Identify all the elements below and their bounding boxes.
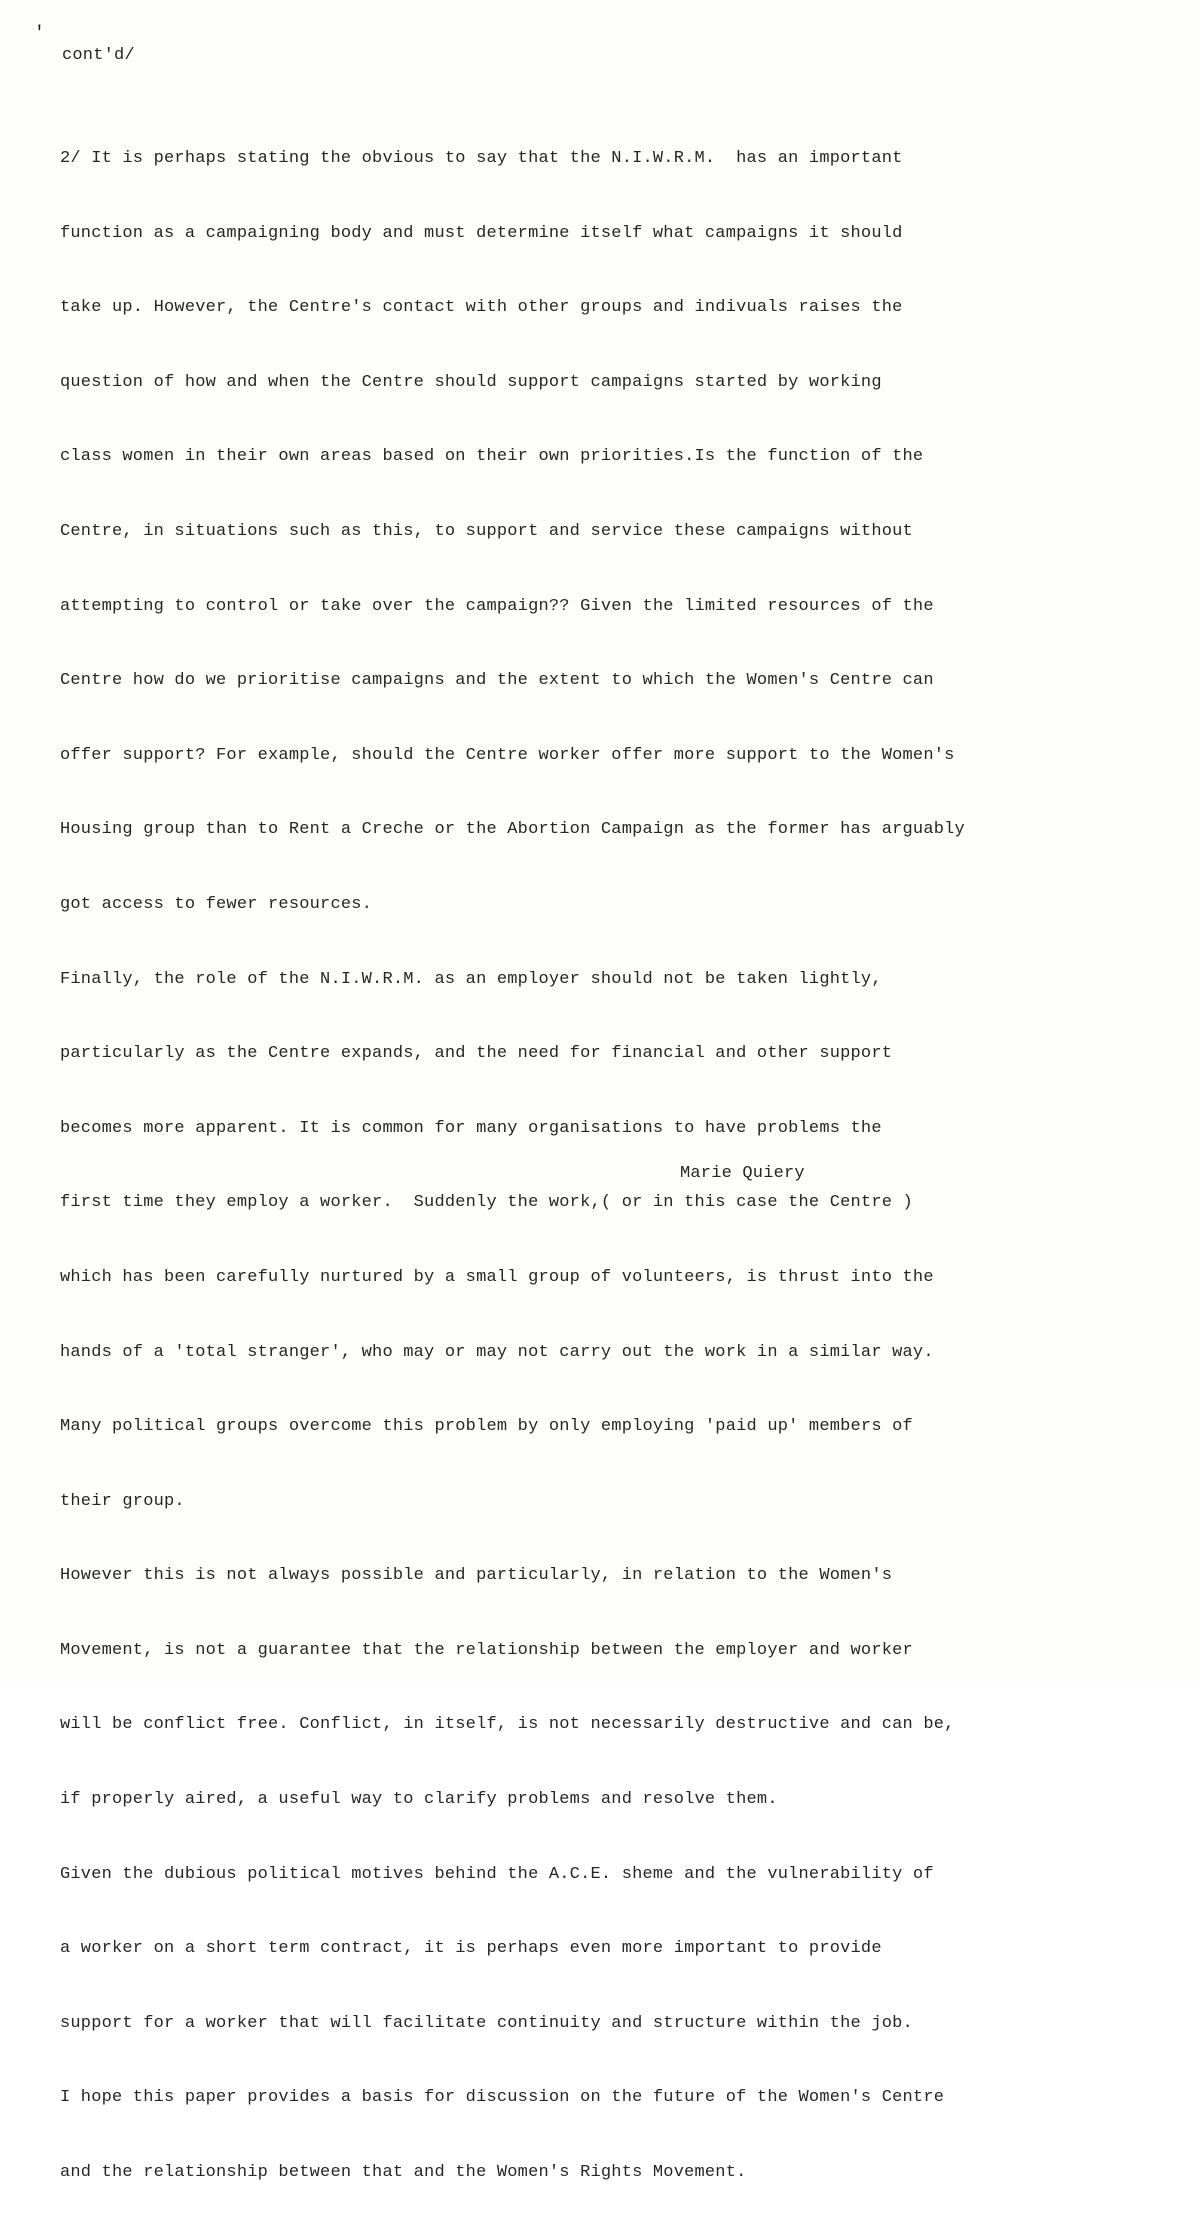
text-line: if properly aired, a useful way to clarify problems and resolve them. bbox=[60, 1790, 778, 1810]
text-line: Many political groups overcome this problem by only employing 'paid up' members of bbox=[60, 1417, 913, 1437]
text-line: offer support? For example, should the Centre worker offer more support to the Women's bbox=[60, 745, 955, 765]
text-line: Movement, is not a guarantee that the relationship between the employer and worker bbox=[60, 1640, 913, 1660]
text-line: first time they employ a worker. Suddenly the work,( or in this case the Centre ) bbox=[60, 1193, 913, 1213]
text-line: I hope this paper provides a basis for discussion on the future of the Women's Centre bbox=[60, 2088, 945, 2108]
text-line: becomes more apparent. It is common for many organisations to have problems the bbox=[60, 1118, 882, 1138]
text-line: and the relationship between that and the Women's Rights Movement. bbox=[60, 2163, 747, 2183]
text-line: question of how and when the Centre should support campaigns started by working bbox=[60, 372, 882, 392]
text-line: Given the dubious political motives behind the A.C.E. sheme and the vulnerability of bbox=[60, 1864, 934, 1884]
text-line: Housing group than to Rent a Creche or the Abortion Campaign as the former has arguably bbox=[60, 820, 965, 840]
text-line: function as a campaigning body and must determine itself what campaigns it should bbox=[60, 223, 903, 243]
text-line: their group. bbox=[60, 1491, 185, 1511]
margin-mark: ' bbox=[34, 24, 45, 44]
text-line: will be conflict free. Conflict, in itself, is not necessarily destructive and can be, bbox=[60, 1715, 955, 1735]
document-body bbox=[60, 103, 1160, 2230]
text-line: hands of a 'total stranger', who may or may not carry out the work in a similar way. bbox=[60, 1342, 934, 1362]
text-line: attempting to control or take over the campaign?? Given the limited resources of the bbox=[60, 596, 934, 616]
text-line: class women in their own areas based on their own priorities.Is the function of the bbox=[60, 447, 924, 467]
text-line: However this is not always possible and particularly, in relation to the Women's bbox=[60, 1566, 893, 1586]
text-line: support for a worker that will facilitate continuity and structure within the job. bbox=[60, 2013, 913, 2033]
continuation-header: cont'd/ bbox=[62, 46, 135, 65]
text-line: Centre, in situations such as this, to support and service these campaigns without bbox=[60, 521, 913, 541]
author-signature: Marie Quiery bbox=[680, 1164, 805, 1183]
text-line: particularly as the Centre expands, and the need for financial and other support bbox=[60, 1044, 893, 1064]
text-line: Centre how do we prioritise campaigns and the extent to which the Women's Centre can bbox=[60, 671, 934, 691]
text-line: take up. However, the Centre's contact with other groups and indivuals raises the bbox=[60, 298, 903, 318]
text-line: which has been carefully nurtured by a small group of volunteers, is thrust into the bbox=[60, 1267, 934, 1287]
text-line: 2/ It is perhaps stating the obvious to say that the N.I.W.R.M. has an important bbox=[60, 149, 903, 168]
text-line: got access to fewer resources. bbox=[60, 894, 373, 914]
text-line: Finally, the role of the N.I.W.R.M. as an employer should not be taken lightly, bbox=[60, 969, 882, 989]
text-line: a worker on a short term contract, it is perhaps even more important to provide bbox=[60, 1939, 882, 1959]
